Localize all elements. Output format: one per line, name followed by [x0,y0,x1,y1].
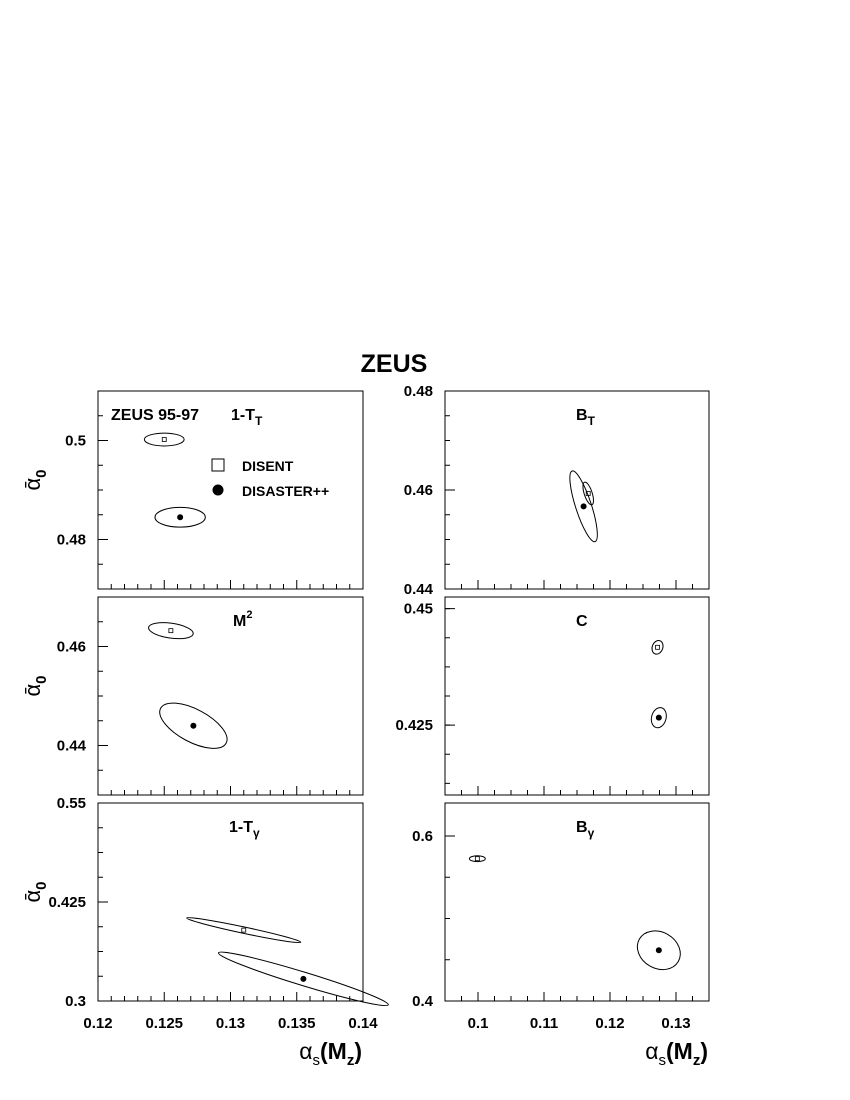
y-tick-label: 0.48 [403,383,433,400]
point-disent [162,438,166,442]
x-tick-label: 0.13 [661,1015,691,1032]
y-axis-label: ᾱ$_0$ [20,469,50,491]
x-tick-label: 0.12 [83,1015,113,1032]
x-tick-label: 0.11 [529,1015,559,1032]
point-disent [169,629,173,633]
panel-5 [20,795,390,1069]
point-disaster [581,503,587,509]
panel-label: $M^2$ [233,609,253,630]
panel-2 [404,383,709,598]
point-disaster [656,715,662,721]
legend-label: DISENT [242,458,294,474]
panel-3 [20,597,363,795]
y-tick-label: 0.44 [403,581,433,598]
panel-label: $1-T_T$ [231,407,263,428]
panel-label: $B_\gamma$ [576,819,595,840]
x-tick-label: 0.12 [595,1015,625,1032]
contour-ellipse [650,639,665,656]
contour-ellipse [186,915,301,945]
x-tick-label: 0.125 [145,1015,184,1032]
x-axis-label: $\alpha_s(M_z)$ [645,1038,708,1069]
x-tick-label: 0.14 [348,1015,378,1032]
panel-6 [412,803,709,1069]
legend-marker-circle [213,485,224,496]
panel-1 [20,391,363,589]
y-tick-label: 0.4 [412,993,433,1010]
y-tick-label: 0.46 [403,482,433,499]
y-tick-label: 0.45 [403,600,433,618]
y-tick-label: 0.48 [56,531,86,549]
legend-marker-square [212,459,224,471]
y-tick-label: 0.425 [48,894,86,911]
x-tick-label: 0.13 [215,1015,246,1032]
y-tick-label: 0.6 [412,828,433,845]
point-disent [242,928,246,932]
y-tick-label: 0.3 [65,993,86,1010]
panel-label: $1-T_\gamma$ [229,819,260,840]
point-disaster [300,976,306,982]
panel-label: $B_T$ [576,407,595,428]
y-tick-label: 0.46 [56,638,86,656]
panel-4 [395,597,709,795]
panel-label: C [576,613,588,630]
point-disaster [177,514,183,520]
y-tick-label: 0.44 [56,737,86,755]
contour-ellipse [144,433,184,446]
x-tick-label: 0.1 [467,1015,489,1032]
y-tick-label: 0.425 [395,717,433,735]
x-tick-label: 0.135 [277,1015,316,1032]
x-axis-label: $\alpha_s(M_z)$ [299,1038,362,1069]
point-disaster [190,723,196,729]
point-disent [656,645,660,649]
y-tick-label: 0.55 [56,795,86,812]
y-tick-label: 0.5 [65,432,86,450]
figure-title: ZEUS [360,350,428,378]
experiment-label: ZEUS 95-97 [111,407,200,424]
y-axis-label: ᾱ$_0$ [20,675,50,697]
contour-ellipse [148,620,195,641]
y-axis-label: ᾱ$_0$ [20,881,50,903]
legend-label: DISASTER++ [242,483,330,499]
plot-frame [98,597,363,795]
point-disent [475,857,479,861]
panels [20,383,709,1069]
point-disaster [656,947,662,953]
